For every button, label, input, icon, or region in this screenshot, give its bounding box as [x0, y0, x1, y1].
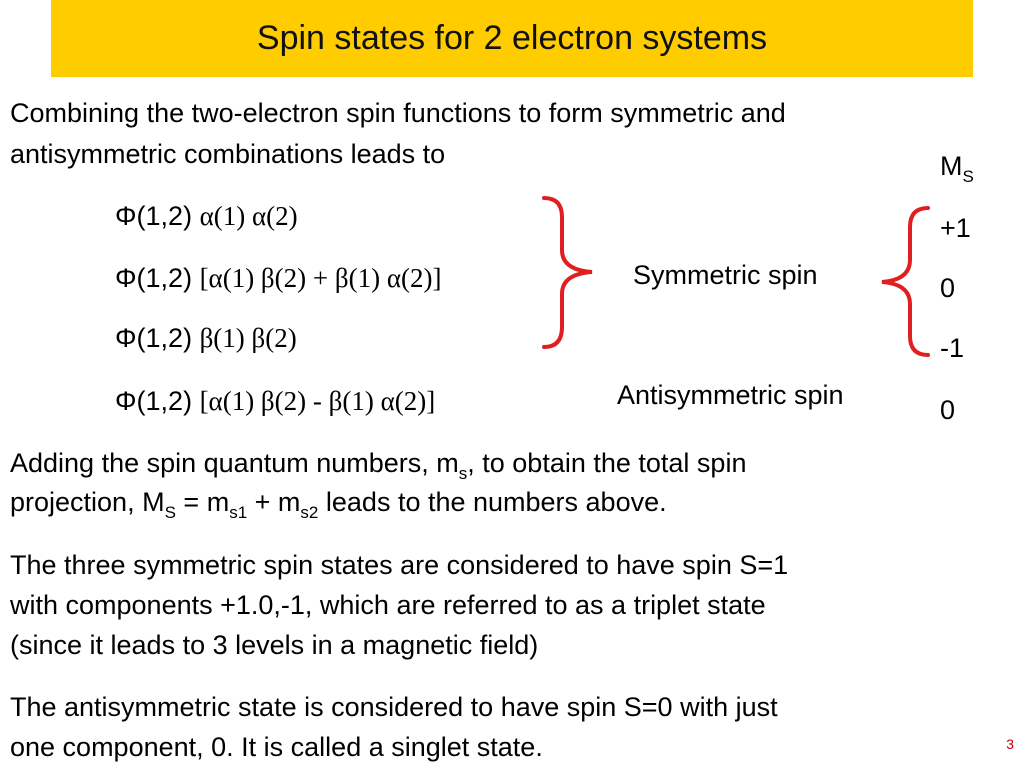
ms-header-subscript: S: [962, 167, 974, 186]
spin-function: α(1) α(2): [199, 201, 298, 231]
triplet-line-2: with components +1.0,-1, which are referred to as a triplet state: [10, 590, 766, 620]
opening-brace-icon: [878, 205, 933, 358]
ms1-subscript: s1: [229, 503, 248, 522]
adding-line-1: [10, 445, 746, 485]
total-ms-subscript: S: [164, 503, 176, 522]
singlet-line-2: one component, 0. It is called a singlet state.: [10, 732, 543, 762]
spin-function: [α(1) β(2) - β(1) α(2)]: [199, 386, 436, 416]
phi-label: Φ(1,2): [115, 201, 200, 231]
intro-line-2: antisymmetric combinations leads to: [10, 139, 446, 169]
ms-subscript: s: [458, 464, 468, 483]
state-row-4: [115, 383, 435, 419]
ms-value-1: +1: [940, 213, 971, 243]
adding-text-4: = m: [175, 487, 230, 517]
spin-function: [α(1) β(2) + β(1) α(2)]: [199, 263, 442, 293]
phi-label: Φ(1,2): [115, 386, 200, 416]
state-row-1: [115, 198, 298, 234]
phi-label: Φ(1,2): [115, 263, 200, 293]
slide-title: Spin states for 2 electron systems: [256, 19, 768, 57]
phi-label: Φ(1,2): [115, 323, 200, 353]
ms-header: [940, 148, 974, 188]
ms2-subscript: s2: [300, 503, 319, 522]
symmetric-spin-label: Symmetric spin: [633, 260, 818, 290]
adding-text-1: Adding the spin quantum numbers, m: [10, 448, 459, 478]
closing-brace-icon: [540, 195, 600, 350]
state-row-2: [115, 260, 441, 296]
singlet-line-1: The antisymmetric state is considered to have spin S=0 with just: [10, 692, 778, 722]
adding-text-3: projection, M: [10, 487, 165, 517]
state-row-3: [115, 320, 297, 356]
title-banner: [51, 0, 973, 77]
adding-text-6: leads to the numbers above.: [318, 487, 667, 517]
intro-line-1: Combining the two-electron spin functions to form symmetric and: [10, 98, 786, 128]
triplet-line-1: The three symmetric spin states are considered to have spin S=1: [10, 550, 789, 580]
antisymmetric-spin-label: Antisymmetric spin: [617, 380, 844, 410]
adding-line-2: [10, 484, 667, 524]
adding-text-2: , to obtain the total spin: [467, 448, 747, 478]
ms-value-4: 0: [940, 395, 956, 425]
ms-value-3: -1: [940, 333, 965, 363]
ms-value-2: 0: [940, 273, 956, 303]
slide-number: 3: [1006, 736, 1014, 752]
adding-text-5: + m: [247, 487, 301, 517]
spin-function: β(1) β(2): [199, 323, 297, 353]
ms-header-text: M: [940, 151, 963, 181]
triplet-line-3: (since it leads to 3 levels in a magnetic field): [10, 630, 539, 660]
